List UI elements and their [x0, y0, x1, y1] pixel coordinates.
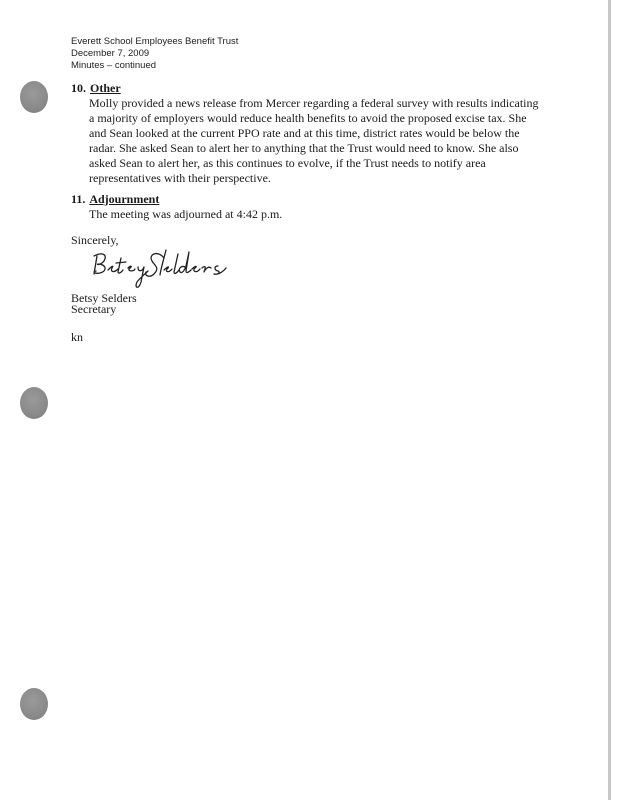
signatory-title: Secretary: [71, 302, 117, 316]
typist-initials: kn: [71, 330, 83, 344]
punch-hole-bottom: [20, 688, 48, 720]
section-heading: [71, 192, 539, 207]
signatory-name: Betsy Selders: [71, 291, 137, 305]
header-organization: Everett School Employees Benefit Trust: [71, 36, 239, 47]
header-subtitle: Minutes – continued: [71, 60, 157, 71]
section-title: Adjournment: [89, 192, 160, 206]
section-number: 11.: [71, 192, 86, 206]
section-heading: [71, 81, 539, 96]
page-edge: [608, 0, 611, 800]
section-title: Other: [90, 81, 121, 95]
punch-hole-top: [20, 81, 48, 113]
section-body: Molly provided a news release from Mercer regarding a federal survey with results indicating a majority of employers would reduce health benefits to avoid the proposed excise tax. She and Sean looked at the current PPO rate and at this time, district rates would be below the radar. She asked Sean to alert her to anything that the Trust would need to know. She also asked Sean to alert her, as this continues to evolve, if the Trust needs to notify area representatives with their perspective.: [89, 96, 539, 185]
section-adjournment: [71, 192, 539, 222]
header-date: December 7, 2009: [71, 48, 150, 59]
document-header: [71, 36, 238, 72]
salutation: Sincerely,: [71, 233, 119, 247]
section-body: The meeting was adjourned at 4:42 p.m.: [89, 207, 283, 221]
section-other: [71, 81, 539, 186]
section-number: 10.: [71, 81, 86, 95]
handwritten-signature: [88, 244, 238, 296]
punch-hole-middle: [20, 387, 48, 419]
